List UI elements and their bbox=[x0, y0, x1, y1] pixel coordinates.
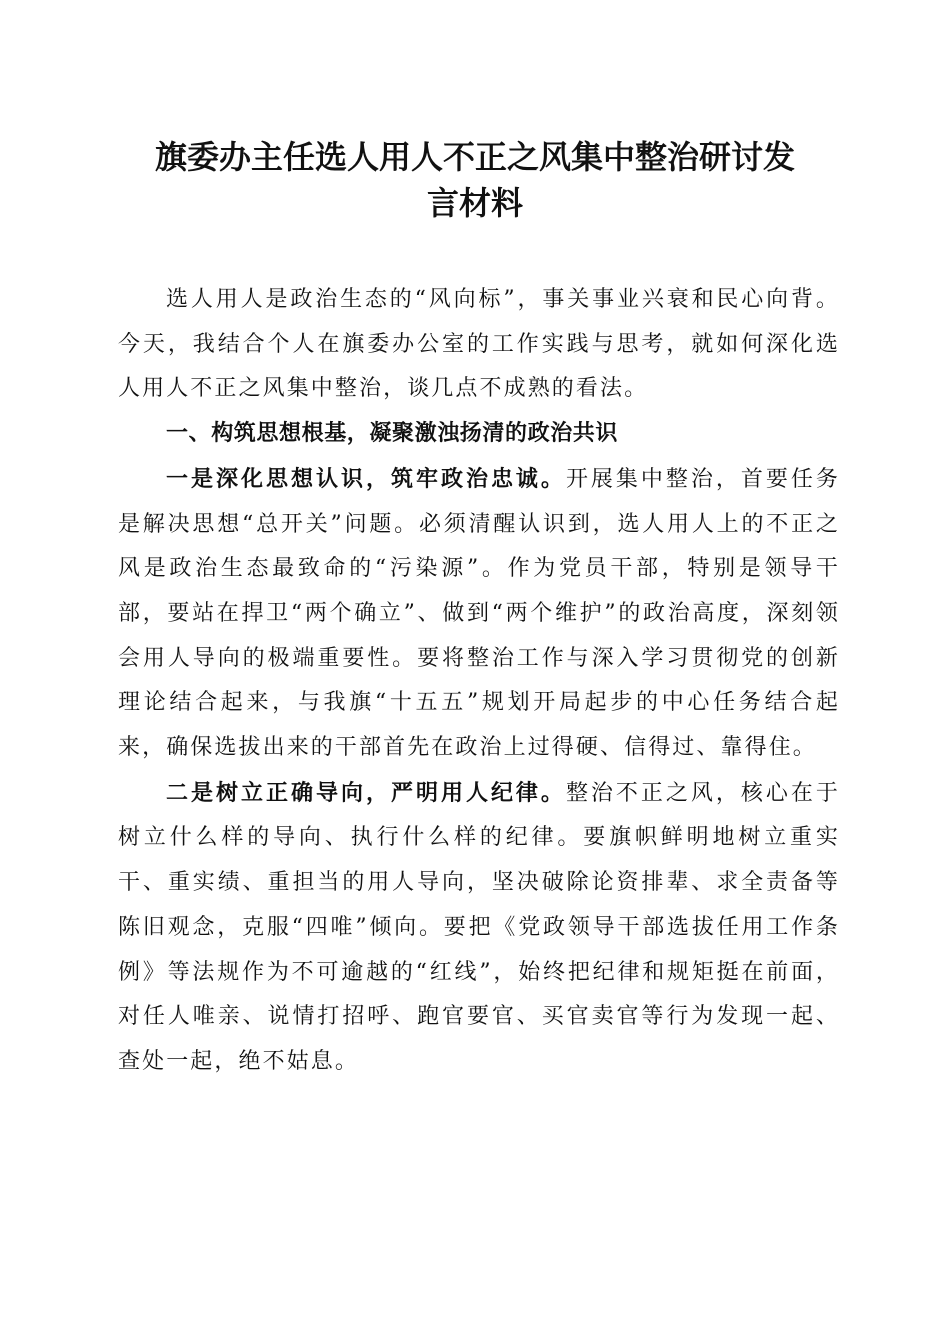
title-line-2: 言材料 bbox=[426, 184, 523, 222]
paragraph-1 bbox=[118, 457, 840, 771]
title-line-1: 旗委办主任选人用人不正之风集中整治研讨发 bbox=[154, 138, 795, 176]
paragraph-2-body: 整治不正之风，核心在于树立什么样的导向、执行什么样的纪律。要旗帜鲜明地树立重实干、重实绩、重担当的用人导向，坚决破除论资排辈、求全责备等陈旧观念，克服“四唯”倾向。要把《党政领导干部选拔任用工作条例》等法规作为不可逾越的“红线”，始终把纪律和规矩挺在前面，对任人唯亲、说情打招呼、跑官要官、买官卖官等行为发现一起、查处一起，绝不姑息。 bbox=[118, 780, 840, 1074]
intro-paragraph: 选人用人是政治生态的“风向标”，事关事业兴衰和民心向背。今天，我结合个人在旗委办公室的工作实践与思考，就如何深化选人用人不正之风集中整治，谈几点不成熟的看法。 bbox=[118, 287, 840, 402]
paragraph-2 bbox=[118, 771, 840, 1085]
section-heading-1: 一、构筑思想根基，凝聚激浊扬清的政治共识 bbox=[166, 421, 619, 447]
paragraph-1-lead: 一是深化思想认识，筑牢政治忠诚。 bbox=[166, 465, 566, 492]
document-body bbox=[118, 278, 840, 1085]
paragraph-2-lead: 二是树立正确导向，严明用人纪律。 bbox=[166, 779, 566, 806]
paragraph-1-body: 开展集中整治，首要任务是解决思想“总开关”问题。必须清醒认识到，选人用人上的不正之风是政治生态最致命的“污染源”。作为党员干部，特别是领导干部，要站在捍卫“两个确立”、做到“两个维护”的政治高度，深刻领会用人导向的极端重要性。要将整治工作与深入学习贯彻党的创新理论结合起来，与我旗“十五五”规划开局起步的中心任务结合起来，确保选拔出来的干部首先在政治上过得硬、信得过、靠得住。 bbox=[118, 466, 840, 761]
document-title bbox=[100, 134, 850, 226]
